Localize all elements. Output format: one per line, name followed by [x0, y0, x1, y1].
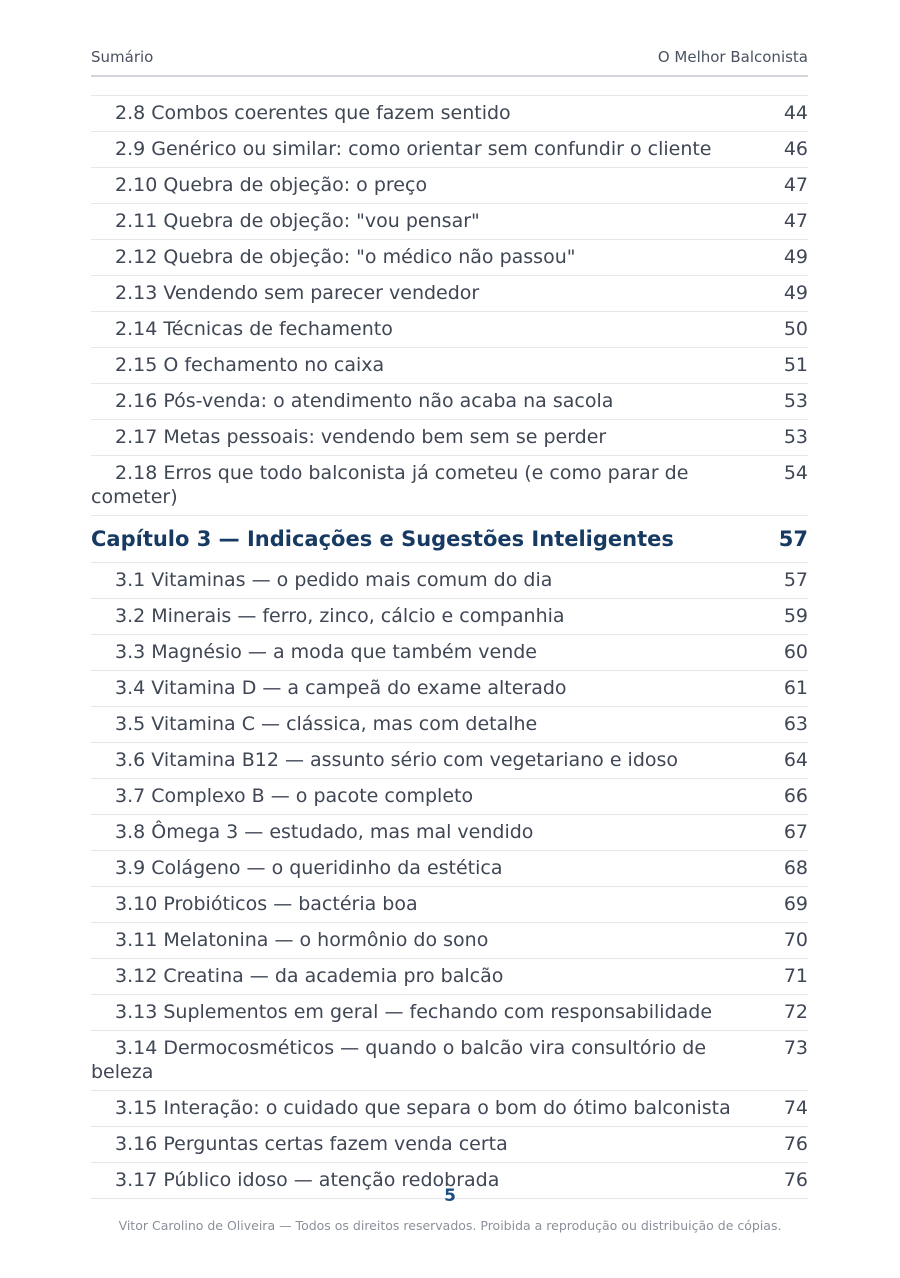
toc-entry[interactable]: [91, 455, 808, 515]
toc-entry-title: 2.14 Técnicas de fechamento: [115, 318, 393, 340]
toc-entry-title: 3.6 Vitamina B12 — assunto sério com vegetariano e idoso: [115, 749, 679, 771]
toc-entry-page: 47: [783, 210, 808, 232]
toc-entry[interactable]: [91, 670, 808, 706]
toc-entry-title: 3.3 Magnésio — a moda que também vende: [115, 641, 537, 663]
toc-entry-page: 51: [783, 354, 808, 376]
toc-entry[interactable]: [91, 419, 808, 455]
toc-chapter-heading[interactable]: [91, 515, 808, 562]
toc-entry-title: Capítulo 3 — Indicações e Sugestões Inteligentes: [91, 527, 674, 551]
toc-entry-page: 64: [783, 749, 808, 771]
toc-entry-page: 47: [783, 174, 808, 196]
toc-entry[interactable]: [91, 347, 808, 383]
toc-entry-page: 66: [783, 785, 808, 807]
toc-entry-page: 71: [783, 965, 808, 987]
toc-entry[interactable]: [91, 958, 808, 994]
running-header: [91, 48, 808, 77]
toc-entry-title: 3.8 Ômega 3 — estudado, mas mal vendido: [115, 821, 534, 843]
toc-entry[interactable]: [91, 95, 808, 131]
page-number: 5: [444, 1186, 456, 1206]
toc-entry[interactable]: [91, 706, 808, 742]
toc-entry-title: 3.4 Vitamina D — a campeã do exame alterado: [115, 677, 567, 699]
toc-entry-page: 44: [783, 102, 808, 124]
header-section-title: Sumário: [91, 48, 154, 66]
toc-entry-page: 70: [783, 929, 808, 951]
toc-entry-page: 53: [783, 426, 808, 448]
toc-entry[interactable]: [91, 1126, 808, 1162]
copyright-footer: Vitor Carolino de Oliveira — Todos os direitos reservados. Proibida a reprodução ou distribuição de cópias.: [118, 1218, 782, 1233]
toc-entry[interactable]: [91, 311, 808, 347]
toc-entry[interactable]: [91, 922, 808, 958]
toc-entry[interactable]: [91, 1030, 808, 1090]
toc-entry-title: 2.17 Metas pessoais: vendendo bem sem se perder: [115, 426, 607, 448]
header-book-title: O Melhor Balconista: [657, 48, 808, 66]
toc-entry-title: 3.1 Vitaminas — o pedido mais comum do dia: [115, 569, 553, 591]
toc-entry[interactable]: [91, 886, 808, 922]
toc-entry-page: 76: [783, 1169, 808, 1191]
toc-entry-page: 46: [783, 138, 808, 160]
toc-entry-title: 3.14 Dermocosméticos — quando o balcão vira consultório de beleza: [91, 1037, 707, 1083]
toc-entry[interactable]: [91, 239, 808, 275]
toc-entry-title: 3.10 Probióticos — bactéria boa: [115, 893, 418, 915]
toc-entry-page: 76: [783, 1133, 808, 1155]
toc-entry-page: 69: [783, 893, 808, 915]
table-of-contents: [91, 95, 808, 1199]
toc-entry-title: 2.16 Pós-venda: o atendimento não acaba na sacola: [115, 390, 614, 412]
toc-entry-title: 3.17 Público idoso — atenção redobrada: [115, 1169, 500, 1191]
toc-entry[interactable]: [91, 1090, 808, 1126]
toc-entry-page: 61: [783, 677, 808, 699]
toc-entry[interactable]: [91, 131, 808, 167]
toc-entry[interactable]: [91, 275, 808, 311]
toc-entry-title: 2.11 Quebra de objeção: "vou pensar": [115, 210, 480, 232]
toc-entry-title: 2.18 Erros que todo balconista já cometeu (e como parar de cometer): [91, 462, 689, 508]
toc-entry[interactable]: [91, 850, 808, 886]
toc-entry[interactable]: [91, 814, 808, 850]
toc-entry-title: 3.11 Melatonina — o hormônio do sono: [115, 929, 489, 951]
toc-entry-page: 72: [783, 1001, 808, 1023]
toc-entry-title: 2.12 Quebra de objeção: "o médico não passou": [115, 246, 576, 268]
toc-entry-page: 57: [778, 527, 808, 551]
toc-entry-page: 63: [783, 713, 808, 735]
toc-entry[interactable]: [91, 167, 808, 203]
toc-entry-page: 59: [783, 605, 808, 627]
toc-entry-page: 49: [783, 282, 808, 304]
toc-entry-page: 68: [783, 857, 808, 879]
toc-entry-page: 49: [783, 246, 808, 268]
toc-entry-title: 2.10 Quebra de objeção: o preço: [115, 174, 428, 196]
toc-entry-title: 2.9 Genérico ou similar: como orientar sem confundir o cliente: [115, 138, 712, 160]
toc-entry-page: 60: [783, 641, 808, 663]
toc-entry-page: 53: [783, 390, 808, 412]
toc-entry[interactable]: [91, 598, 808, 634]
toc-entry-title: 2.13 Vendendo sem parecer vendedor: [115, 282, 480, 304]
toc-entry-title: 3.9 Colágeno — o queridinho da estética: [115, 857, 503, 879]
toc-entry[interactable]: [91, 778, 808, 814]
toc-entry[interactable]: [91, 742, 808, 778]
toc-entry-title: 2.15 O fechamento no caixa: [115, 354, 385, 376]
toc-entry-page: 67: [783, 821, 808, 843]
toc-entry[interactable]: [91, 634, 808, 670]
toc-entry-title: 3.16 Perguntas certas fazem venda certa: [115, 1133, 508, 1155]
toc-entry-page: 57: [783, 569, 808, 591]
toc-entry-title: 3.5 Vitamina C — clássica, mas com detalhe: [115, 713, 538, 735]
toc-entry-page: 74: [783, 1097, 808, 1119]
toc-entry-title: 3.7 Complexo B — o pacote completo: [115, 785, 474, 807]
toc-entry-title: 3.2 Minerais — ferro, zinco, cálcio e companhia: [115, 605, 565, 627]
toc-entry-page: 73: [783, 1037, 808, 1059]
toc-entry[interactable]: [91, 203, 808, 239]
toc-entry-title: 2.8 Combos coerentes que fazem sentido: [115, 102, 511, 124]
toc-entry-page: 54: [783, 462, 808, 484]
toc-entry-title: 3.12 Creatina — da academia pro balcão: [115, 965, 504, 987]
toc-entry[interactable]: [91, 994, 808, 1030]
toc-entry-title: 3.13 Suplementos em geral — fechando com responsabilidade: [115, 1001, 713, 1023]
toc-entry-title: 3.15 Interação: o cuidado que separa o bom do ótimo balconista: [115, 1097, 731, 1119]
toc-entry[interactable]: [91, 383, 808, 419]
toc-entry-page: 50: [783, 318, 808, 340]
toc-entry[interactable]: [91, 562, 808, 598]
